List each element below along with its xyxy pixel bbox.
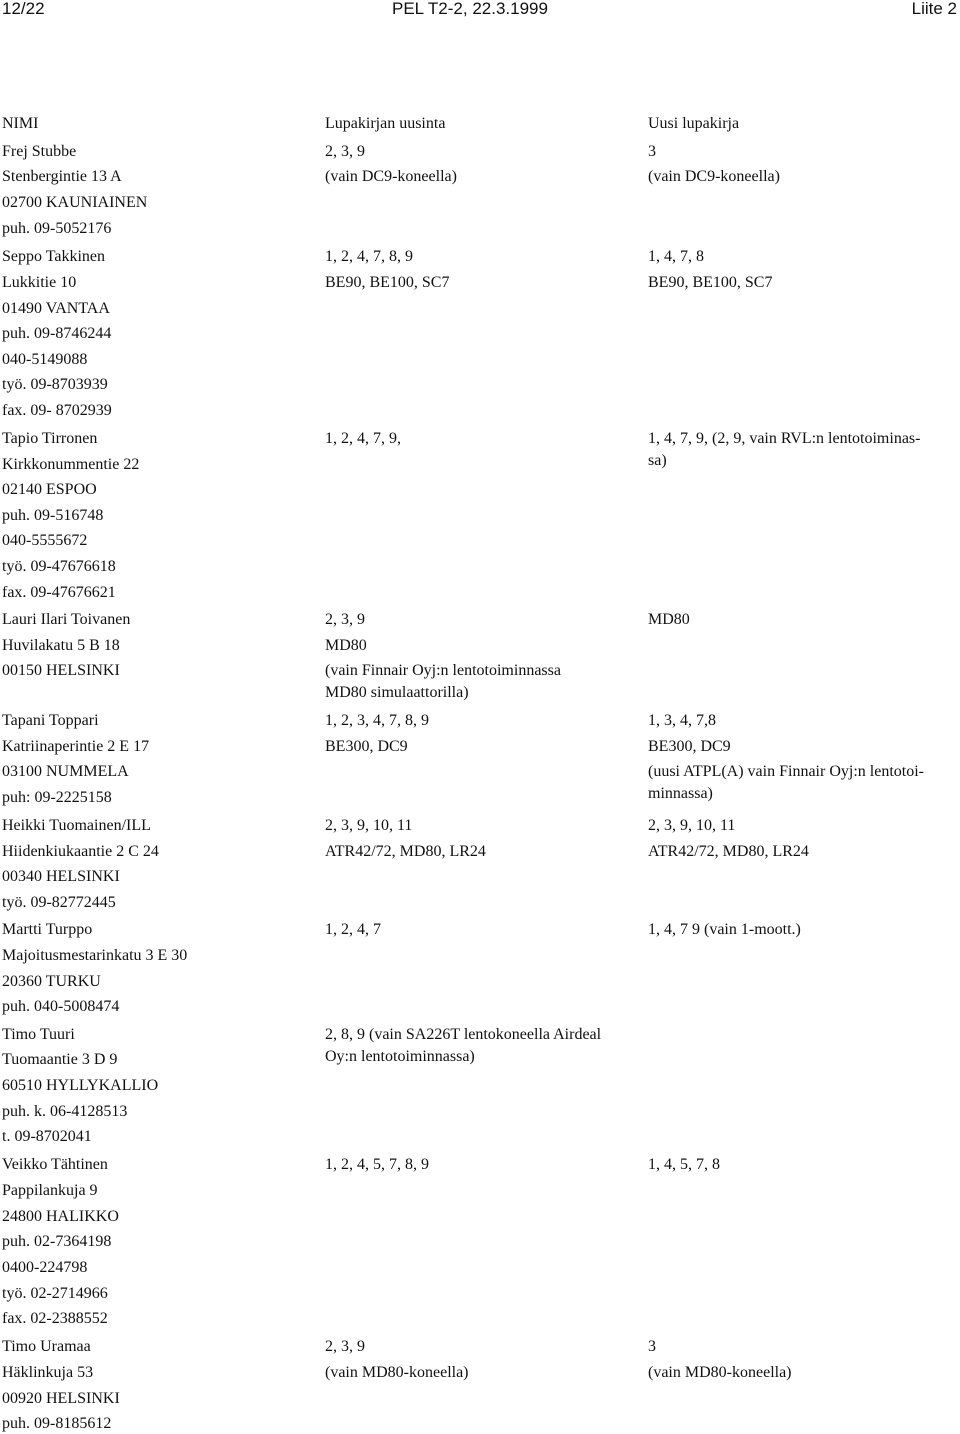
renewal-line: MD80 simulaattorilla) bbox=[325, 684, 469, 701]
name-address-line: Tapani Toppari bbox=[2, 712, 99, 729]
renewal-line: 1, 2, 3, 4, 7, 8, 9 bbox=[325, 712, 429, 729]
name-address-line: 00340 HELSINKI bbox=[2, 868, 120, 885]
new-license-line: 1, 3, 4, 7,8 bbox=[648, 712, 716, 729]
name-address-line: puh. 040-5008474 bbox=[2, 998, 120, 1015]
name-address-line: työ. 09-47676618 bbox=[2, 558, 116, 575]
name-address-line: fax. 09-47676621 bbox=[2, 584, 116, 601]
name-address-line: Heikki Tuomainen/ILL bbox=[2, 817, 151, 834]
new-license-line: (vain DC9-koneella) bbox=[648, 168, 780, 185]
name-address-line: Kirkkonummentie 22 bbox=[2, 456, 140, 473]
renewal-line: Oy:n lentotoiminnassa) bbox=[325, 1048, 475, 1065]
name-address-line: Timo Uramaa bbox=[2, 1338, 91, 1355]
name-address-line: puh: 09-2225158 bbox=[2, 789, 112, 806]
new-license-line: ATR42/72, MD80, LR24 bbox=[648, 843, 809, 860]
renewal-line: 1, 2, 4, 7 bbox=[325, 921, 381, 938]
name-address-line: Veikko Tähtinen bbox=[2, 1156, 108, 1173]
name-address-line: Katriinaperintie 2 E 17 bbox=[2, 738, 150, 755]
name-address-line: 040-5149088 bbox=[2, 351, 88, 368]
name-address-line: puh. 09-5052176 bbox=[2, 220, 112, 237]
name-address-line: puh. 09-8746244 bbox=[2, 325, 112, 342]
name-address-line: Tapio Tirronen bbox=[2, 430, 98, 447]
name-address-line: 24800 HALIKKO bbox=[2, 1208, 119, 1225]
name-address-line: Tuomaantie 3 D 9 bbox=[2, 1051, 118, 1068]
name-address-line: 00150 HELSINKI bbox=[2, 662, 120, 679]
renewal-line: ATR42/72, MD80, LR24 bbox=[325, 843, 486, 860]
name-address-line: Lauri Ilari Toivanen bbox=[2, 611, 131, 628]
new-license-line: minnassa) bbox=[648, 785, 713, 802]
renewal-line: 2, 3, 9 bbox=[325, 1338, 365, 1355]
renewal-line: MD80 bbox=[325, 637, 367, 654]
page-header bbox=[0, 0, 960, 18]
new-license-line: 1, 4, 7 9 (vain 1-moott.) bbox=[648, 921, 801, 938]
new-license-line: 3 bbox=[648, 143, 656, 160]
name-address-line: puh. 09-8185612 bbox=[2, 1415, 112, 1432]
new-license-line: 1, 4, 7, 9, (2, 9, vain RVL:n lentotoiminas- bbox=[648, 430, 921, 447]
new-license-line: 2, 3, 9, 10, 11 bbox=[648, 817, 736, 834]
name-address-line: 01490 VANTAA bbox=[2, 300, 110, 317]
new-license-line: BE90, BE100, SC7 bbox=[648, 274, 773, 291]
renewal-line: 2, 3, 9 bbox=[325, 611, 365, 628]
name-address-line: 02140 ESPOO bbox=[2, 481, 97, 498]
name-address-line: fax. 02-2388552 bbox=[2, 1310, 108, 1327]
column-header-name: NIMI bbox=[2, 115, 39, 132]
column-header-new: Uusi lupakirja bbox=[648, 115, 740, 132]
name-address-line: Pappilankuja 9 bbox=[2, 1182, 98, 1199]
name-address-line: puh. 09-516748 bbox=[2, 507, 104, 524]
renewal-line: (vain MD80-koneella) bbox=[325, 1364, 469, 1381]
name-address-line: Lukkitie 10 bbox=[2, 274, 77, 291]
attachment-label: Liite 2 bbox=[911, 0, 957, 18]
name-address-line: Häklinkuja 53 bbox=[2, 1364, 94, 1381]
name-address-line: 20360 TURKU bbox=[2, 973, 101, 990]
name-address-line: t. 09-8702041 bbox=[2, 1128, 92, 1145]
renewal-line: 1, 2, 4, 7, 9, bbox=[325, 430, 401, 447]
name-address-line: puh. 02-7364198 bbox=[2, 1233, 112, 1250]
name-address-line: 60510 HYLLYKALLIO bbox=[2, 1077, 159, 1094]
name-address-line: Hiidenkiukaantie 2 C 24 bbox=[2, 843, 159, 860]
new-license-line: 1, 4, 5, 7, 8 bbox=[648, 1156, 720, 1173]
name-address-line: Seppo Takkinen bbox=[2, 248, 106, 265]
new-license-line: sa) bbox=[648, 452, 667, 469]
name-address-line: työ. 02-2714966 bbox=[2, 1285, 108, 1302]
renewal-line: (vain Finnair Oyj:n lentotoiminnassa bbox=[325, 662, 561, 679]
document-reference: PEL T2-2, 22.3.1999 bbox=[392, 0, 548, 18]
new-license-line: (uusi ATPL(A) vain Finnair Oyj:n lentotoi- bbox=[648, 763, 924, 780]
renewal-line: 2, 3, 9, 10, 11 bbox=[325, 817, 413, 834]
name-address-line: puh. k. 06-4128513 bbox=[2, 1103, 128, 1120]
renewal-line: 2, 8, 9 (vain SA226T lentokoneella Airdeal bbox=[325, 1026, 602, 1043]
new-license-line: MD80 bbox=[648, 611, 690, 628]
new-license-line: 3 bbox=[648, 1338, 656, 1355]
renewal-line: 2, 3, 9 bbox=[325, 143, 365, 160]
renewal-line: BE300, DC9 bbox=[325, 738, 408, 755]
column-header-renewal: Lupakirjan uusinta bbox=[325, 115, 446, 132]
name-address-line: työ. 09-82772445 bbox=[2, 894, 116, 911]
renewal-line: 1, 2, 4, 5, 7, 8, 9 bbox=[325, 1156, 429, 1173]
name-address-line: Huvilakatu 5 B 18 bbox=[2, 637, 120, 654]
name-address-line: työ. 09-8703939 bbox=[2, 376, 108, 393]
name-address-line: Frej Stubbe bbox=[2, 143, 77, 160]
name-address-line: Majoitusmestarinkatu 3 E 30 bbox=[2, 947, 188, 964]
name-address-line: 040-5555672 bbox=[2, 532, 88, 549]
name-address-line: fax. 09- 8702939 bbox=[2, 402, 112, 419]
name-address-line: 03100 NUMMELA bbox=[2, 763, 129, 780]
name-address-line: Martti Turppo bbox=[2, 921, 93, 938]
name-address-line: 02700 KAUNIAINEN bbox=[2, 194, 148, 211]
name-address-line: 00920 HELSINKI bbox=[2, 1390, 120, 1407]
new-license-line: (vain MD80-koneella) bbox=[648, 1364, 792, 1381]
page-number: 12/22 bbox=[2, 0, 45, 18]
new-license-line: 1, 4, 7, 8 bbox=[648, 248, 704, 265]
name-address-line: 0400-224798 bbox=[2, 1259, 88, 1276]
renewal-line: 1, 2, 4, 7, 8, 9 bbox=[325, 248, 413, 265]
name-address-line: Stenbergintie 13 A bbox=[2, 168, 122, 185]
new-license-line: BE300, DC9 bbox=[648, 738, 731, 755]
renewal-line: (vain DC9-koneella) bbox=[325, 168, 457, 185]
renewal-line: BE90, BE100, SC7 bbox=[325, 274, 450, 291]
name-address-line: Timo Tuuri bbox=[2, 1026, 75, 1043]
